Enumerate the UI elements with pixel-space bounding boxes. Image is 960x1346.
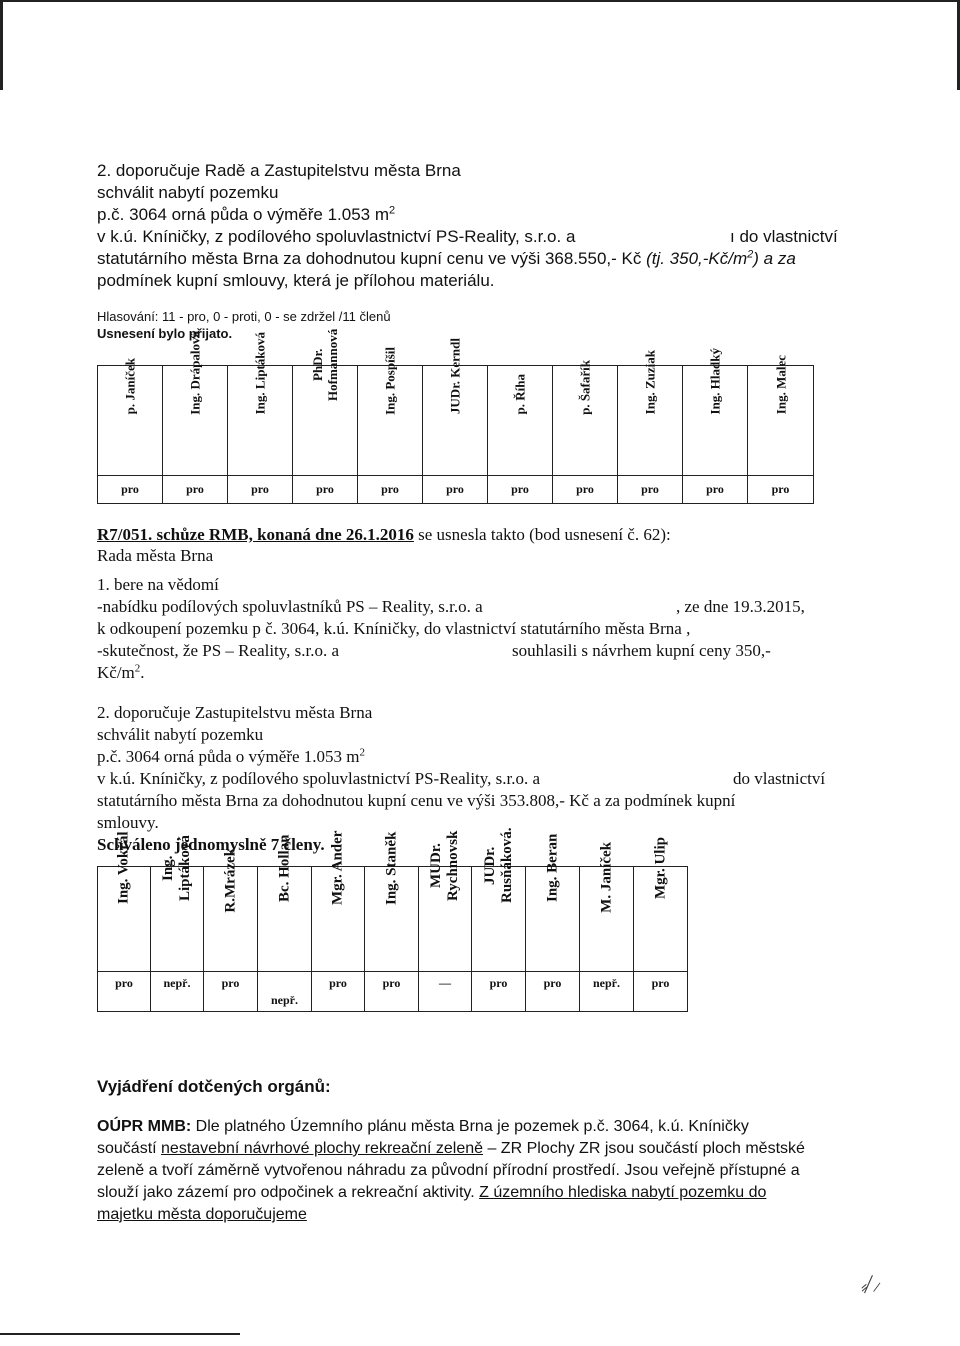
- block1-line3: p.č. 3064 orná půda o výměře 1.053 $m^2$: [97, 204, 396, 224]
- item2-line6: smlouvy.: [97, 813, 159, 832]
- table2-name-cell: [419, 830, 472, 972]
- table2-name: Ing. Beran: [544, 833, 560, 903]
- block1-line5: statutárního města Brna za dohodnutou kupní cenu ve výši 368.550,- Kč (tj. $350,-Kč/m^2$) a za: [97, 248, 796, 268]
- organs-line-5: majetku města doporučujeme: [97, 1206, 307, 1223]
- table2-vote: nepř.: [580, 972, 634, 1012]
- item2-line3: p.č. 3064 orná půda o výměře 1.053 $m^2$: [97, 746, 365, 766]
- table2-vote: pro: [365, 972, 419, 1012]
- table2-name-cell: [204, 848, 258, 972]
- item1-line3: k odkoupení pozemku p č. 3064, k.ú. Kníničky, do vlastnictví statutárního města Brna ,: [97, 619, 691, 638]
- table1-name: Ing. Pospíšil: [382, 346, 398, 415]
- table2-vote: nepř.: [151, 972, 204, 1012]
- table1-vote: pro: [553, 476, 618, 504]
- scan-top-border: [0, 0, 960, 12]
- table1-vote: pro: [228, 476, 293, 504]
- table1-name: Ing. Drápalová: [187, 330, 203, 415]
- resolution-heading: R7/051. schůze RMB, konaná dne 26.1.2016 se usnesla takto (bod usnesení č. 62):: [97, 525, 671, 544]
- item2-line4a: v k.ú. Kníničky, z podílového spoluvlastnictví PS-Reality, s.r.o. a: [97, 769, 541, 788]
- table1-name: p. Janíček: [122, 358, 138, 415]
- table2-name-cell: [98, 831, 151, 972]
- table1-name-cell: [748, 355, 814, 476]
- table1-name: p. Šafařík: [577, 359, 593, 415]
- block1-line4a: v k.ú. Kníničky, z podílového spoluvlastnictví PS-Reality, s.r.o. a: [97, 227, 576, 246]
- table1-name-cell: [228, 332, 293, 476]
- table1-name: Ing. Liptáková: [252, 332, 268, 415]
- table2-name: MUDr. Rychnovsk: [428, 830, 461, 901]
- organs-line-1: OÚPR MMB: Dle platného Územního plánu města Brna je pozemek p.č. 3064, k.ú. Kníničky: [97, 1118, 749, 1135]
- table1-vote: pro: [618, 476, 683, 504]
- table1-name-cell: [618, 350, 683, 476]
- footer-rule: [0, 1333, 240, 1335]
- table1-name: Ing. Malec: [773, 355, 788, 415]
- table1-name: p. Říha: [512, 374, 528, 415]
- table1-name-cell: [423, 338, 488, 476]
- table2-name: R.Mrázek: [222, 848, 238, 913]
- table2-vote: pro: [472, 972, 526, 1012]
- table2-name: Ing. Staněk: [383, 831, 399, 905]
- block1-line2: schválit nabytí pozemku: [97, 183, 279, 202]
- table1-name-cell: [553, 359, 618, 476]
- table2-name-cell: [365, 831, 419, 972]
- item1-line5: $Kč/m^2$.: [97, 662, 145, 682]
- table1-name-cell: [98, 358, 163, 476]
- table2-name-cell: [580, 842, 634, 972]
- table2-vote: pro: [312, 972, 365, 1012]
- table2-name: Ing. Vokřál: [115, 831, 132, 905]
- table1-vote: pro: [98, 476, 163, 504]
- table2-name-cell: [151, 835, 204, 972]
- item1-line2a: -nabídku podílových spoluvlastníků PS – Reality, s.r.o. a: [97, 597, 483, 616]
- table1-name-cell: [293, 328, 358, 476]
- item1-line2b: , ze dne 19.3.2015,: [676, 597, 805, 616]
- item2-line2: schválit nabytí pozemku: [97, 725, 264, 744]
- item1-title: 1. bere na vědomí: [97, 575, 219, 594]
- table2-name: Mgr. Ander: [329, 830, 346, 906]
- organs-paragraph: [97, 1116, 847, 1226]
- organs-line-2: součástí nestavební návrhové plochy rekreační zeleně – ZR Plochy ZR jsou součástí ploch městské: [97, 1140, 805, 1157]
- scan-left-border: [0, 0, 3, 90]
- table2-vote: pro: [204, 972, 258, 1012]
- table2-name-cell: [634, 837, 688, 972]
- table2-name: M. Janíček: [598, 842, 614, 913]
- table1-vote: pro: [163, 476, 228, 504]
- table2-vote: pro: [526, 972, 580, 1012]
- table1-name-cell: [488, 366, 553, 476]
- table2-name-cell: [312, 830, 365, 972]
- vote1-summary: Hlasování: 11 - pro, 0 - proti, 0 - se zdržel /11 členů: [97, 309, 391, 324]
- table1-name: Ing. Zuziak: [642, 350, 658, 415]
- block1-line4b: ı do vlastnictví: [730, 227, 838, 246]
- resolution-body: Rada města Brna: [97, 546, 214, 565]
- handwritten-mark: ⸗⁄⸝: [857, 1269, 883, 1299]
- table1-name-cell: [163, 330, 228, 476]
- table2-vote: pro: [98, 972, 151, 1012]
- vote1-result: Usnesení bylo přijato.: [97, 326, 233, 341]
- table2-vote: —: [419, 972, 472, 1012]
- table2-vote: pro: [634, 972, 688, 1012]
- table2-name-cell: [472, 827, 526, 972]
- table2-vote: nepř.: [258, 972, 312, 1012]
- table1-vote: pro: [423, 476, 488, 504]
- table1-name: Ing. Hladký: [707, 348, 723, 415]
- organs-line-4: slouží jako zázemí pro odpočinek a rekreační aktivity. Z územního hlediska nabytí pozemku do: [97, 1184, 767, 1201]
- table2-name-cell: [258, 834, 312, 972]
- table1-name-cell: [683, 348, 748, 476]
- organs-line-3: zeleně a tvoří záměrně vytvořenou náhradu za původní přírodní prostředí. Jsou veřejně přístupné a: [97, 1162, 800, 1179]
- table2-name: Ing. Liptáková: [160, 835, 193, 901]
- approval-status: Schváleno jednomyslně 7 členy.: [97, 835, 325, 854]
- table1-vote: pro: [293, 476, 358, 504]
- item2-line4b: do vlastnictví: [733, 769, 826, 788]
- table1-name-cell: [358, 346, 423, 476]
- item1-line4b: souhlasili s návrhem kupní ceny 350,-: [512, 641, 771, 660]
- block1-line1: 2. doporučuje Radě a Zastupitelstvu města Brna: [97, 161, 461, 180]
- table2-name: Mgr. Ulip: [652, 837, 668, 899]
- item2-title: 2. doporučuje Zastupitelstvu města Brna: [97, 703, 373, 722]
- organs-heading: Vyjádření dotčených orgánů:: [97, 1077, 331, 1096]
- table1-vote: pro: [683, 476, 748, 504]
- item1-line4a: -skutečnost, že PS – Reality, s.r.o. a: [97, 641, 340, 660]
- table1-vote: pro: [358, 476, 423, 504]
- table1-name: PhDr. Hofmannová: [310, 328, 340, 401]
- table1-vote: pro: [488, 476, 553, 504]
- table1-vote: pro: [748, 476, 814, 504]
- block1-line6: podmínek kupní smlouvy, která je přílohou materiálu.: [97, 271, 495, 290]
- table2-name-cell: [526, 833, 580, 972]
- table2-name: JUDr. Rusňáková.: [481, 827, 515, 904]
- table1-name: JUDr. Kerndl: [447, 338, 463, 415]
- item2-line5: statutárního města Brna za dohodnutou kupní cenu ve výši 353.808,- Kč a za podmínek kupní: [97, 791, 736, 810]
- table2-name: Bc. Hollan: [276, 834, 292, 902]
